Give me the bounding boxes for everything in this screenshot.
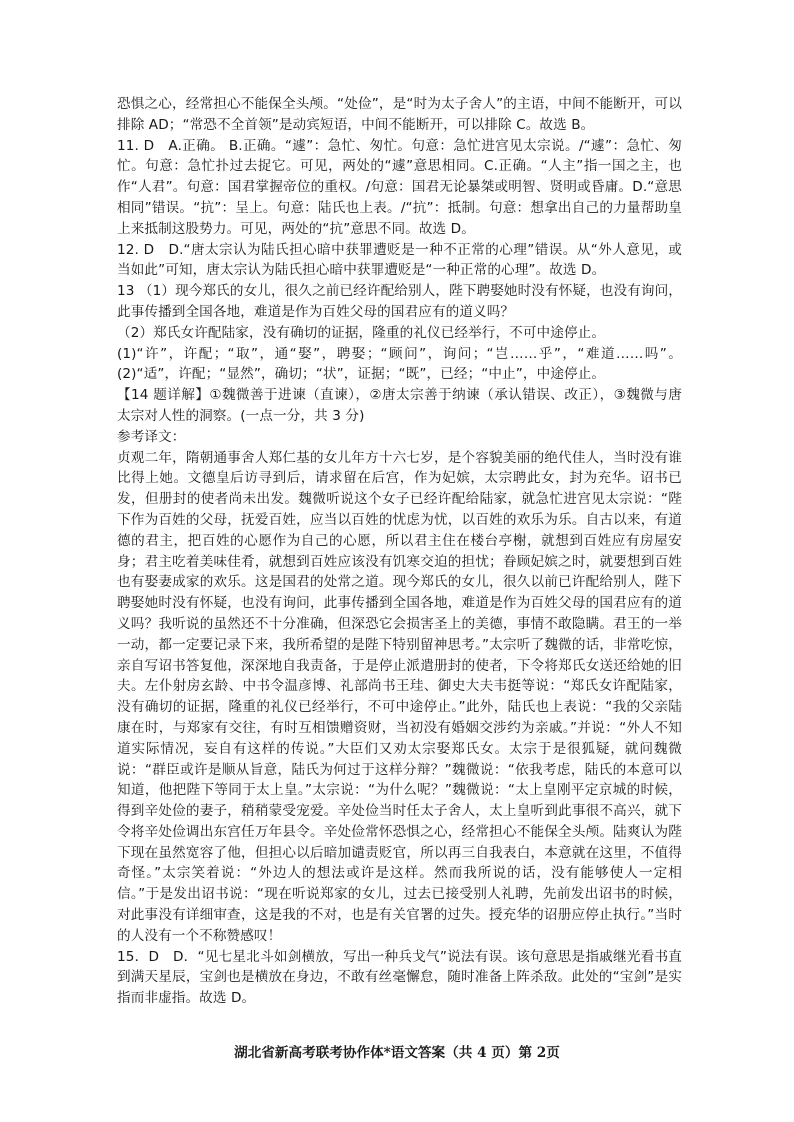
page-footer: 湖北省新高考联考协作体*语文答案（共 4 页）第 2页: [234, 1045, 560, 1061]
translation-body: 贞观二年，隋朝通事舍人郑仁基的女儿年方十六七岁，是个容貌美丽的绝代佳人，当时没有谁比得上她。文德皇后访寻到后，请求留在后宫，作为妃嫔，太宗聘此女，封为充华。诏书已发，但册封的使者尚未出发。魏微听说这个女子已经许配给陆家，就急忙进宫见太宗说：“陛下作为百姓的父母，抚爱百姓，应当以百姓的忧虑为忧，以百姓的欢乐为乐。自古以来，有道德的君主，把百姓的心愿作为自己的心愿，所以君主住在楼台亭榭，就想到百姓应有房屋安身；君主吃着美味佳肴，就想到百姓应该没有饥寒交迫的担忧；眷顾妃嫔之时，就要想到百姓也有娶妻成家的欢乐。这是国君的处常之道。现今郑氏的女儿，很久以前已许配给别人，陛下聘娶她时没有怀疑，也没有询问，此事传播到全国各地，难道是作为百姓父母的国君应有的道义吗？我听说的虽然还不十分准确，但深恐它会损害圣上的美德，事情不敢隐瞒。君王的一举一动，都一定要记录下来，我所希望的是陛下特别留神思考。”太宗听了魏微的话，非常吃惊，亲自写诏书答复他，深深地自我责备，于是停止派遣册封的使者，下令将郑氏女送还给她的旧夫。左仆射房玄龄、中书令温彦博、礼部尚书王珪、御史大夫韦挺等说：“郑氏女许配陆家，没有确切的证据，隆重的礼仪已经举行，不可中途停止。”此外，陆氏也上表说：“我的父亲陆康在时，与郑家有交往，有时互相馈赠资财，当初没有婚姻交涉约为亲戚。”并说：“外人不知道实际情况，妄自有这样的传说。”大臣们又劝太宗娶郑氏女。太宗于是很狐疑，就问魏微说：“群臣或许是顺从旨意，陆氏为何过于这样分辩？”魏微说：“依我考虑，陆氏的本意可以知道，他把陛下等同于太上皇。”太宗说：“为什么呢？”魏微说：“太上皇刚平定京城的时候，得到辛处俭的妻子，稍稍蒙受宠爱。辛处俭当时任太子舍人，太上皇听到此事很不高兴，就下令将辛处俭调出东宫任万年县令。辛处俭常怀恐惧之心，经常担心不能保全头颅。陆爽认为陛下现在虽然宽容了他，但担心以后暗加谴责贬官，所以再三自我表白，本意就在这里，不值得奇怪。”太宗笑着说：“外边人的想法或许是这样。然而我所说的话，没有能够使人一定相信。”于是发出诏书说：“现在听说郑家的女儿，过去已接受别人礼聘，先前发出诏书的时候，对此事没有详细审查，这是我的不对，也是有关官署的过失。授充华的诏册应停止执行。”当时的人没有一个不称赞感叹！: [117, 449, 682, 944]
translation-heading: 参考译文：: [117, 428, 186, 445]
paragraph-q13-part1: 13 （1）现今郑氏的女儿，很久之前已经许配给别人，陛下聘娶她时没有怀疑，也没有询问，此事传播到全国各地，难道是作为百姓父母的国君应有的道义吗？: [117, 283, 682, 320]
paragraph-q12: 12. D D.“唐太宗认为陆氏担心暗中获罪遭贬是一种不正常的心理”错误。从“外人意见，或当如此”可知，唐太宗认为陆氏担心暗中获罪遭贬是“一种正常的心理”。故选 D。: [117, 241, 682, 279]
paragraph-q13-notes: (1)“许”，许配；“取”，通“娶”，聘娶；“顾问”，询问；“岂……乎”，“难道……吗”。(2)“适”，许配；“显然”，确切；“状”，证据；“既”，已经；“中止”，中途停止。: [117, 345, 682, 383]
paragraph-q13-part2: （2）郑氏女许配陆家，没有确切的证据，隆重的礼仪已经举行，不可中途停止。: [117, 324, 606, 341]
answer-content: [117, 94, 682, 1009]
paragraph-q10-continued: 恐惧之心，经常担心不能保全头颅。“处俭”，是“时为太子舍人”的主语，中间不能断开，可以排除 AD；“常恐不全首领”是动宾短语，中间不能断开，可以排除 C。故选 B。: [117, 96, 682, 133]
paragraph-q15: 15．D D．“见七星北斗如剑横放，写出一种兵戈气”说法有误。该句意思是指戚继光看书直到满天星辰，宝剑也是横放在身边，不敢有丝毫懈怠，随时准备上阵杀敌。此处的“宝剑”是实指而非虚指。故选 D。: [117, 948, 682, 1007]
paragraph-q14: 【14 题详解】①魏微善于进谏（直谏），②唐太宗善于纳谏（承认错误、改正），③魏微与唐太宗对人性的洞察。(一点一分，共 3 分): [117, 387, 682, 424]
paragraph-q11: 11. D A.正确。 B.正确。“遽”：急忙、匆忙。句意：急忙进宫见太宗说。/“遽”：急忙、匆忙。句意：急忙扑过去捉它。可见，两处的“遽”意思相同。C.正确。“人主”指一国之主，也作“人君”。句意：国君掌握帝位的重权。/句意：国君无论暴桀或明智、贤明或昏庸。D.“意思相同”错误。“抗”：呈上。句意：陆氏也上表。/“抗”：抵制。句意：想拿出自己的力量帮助皇上来抵制这股势力。可见，两处的“抗”意思不同。故选 D。: [117, 137, 682, 237]
